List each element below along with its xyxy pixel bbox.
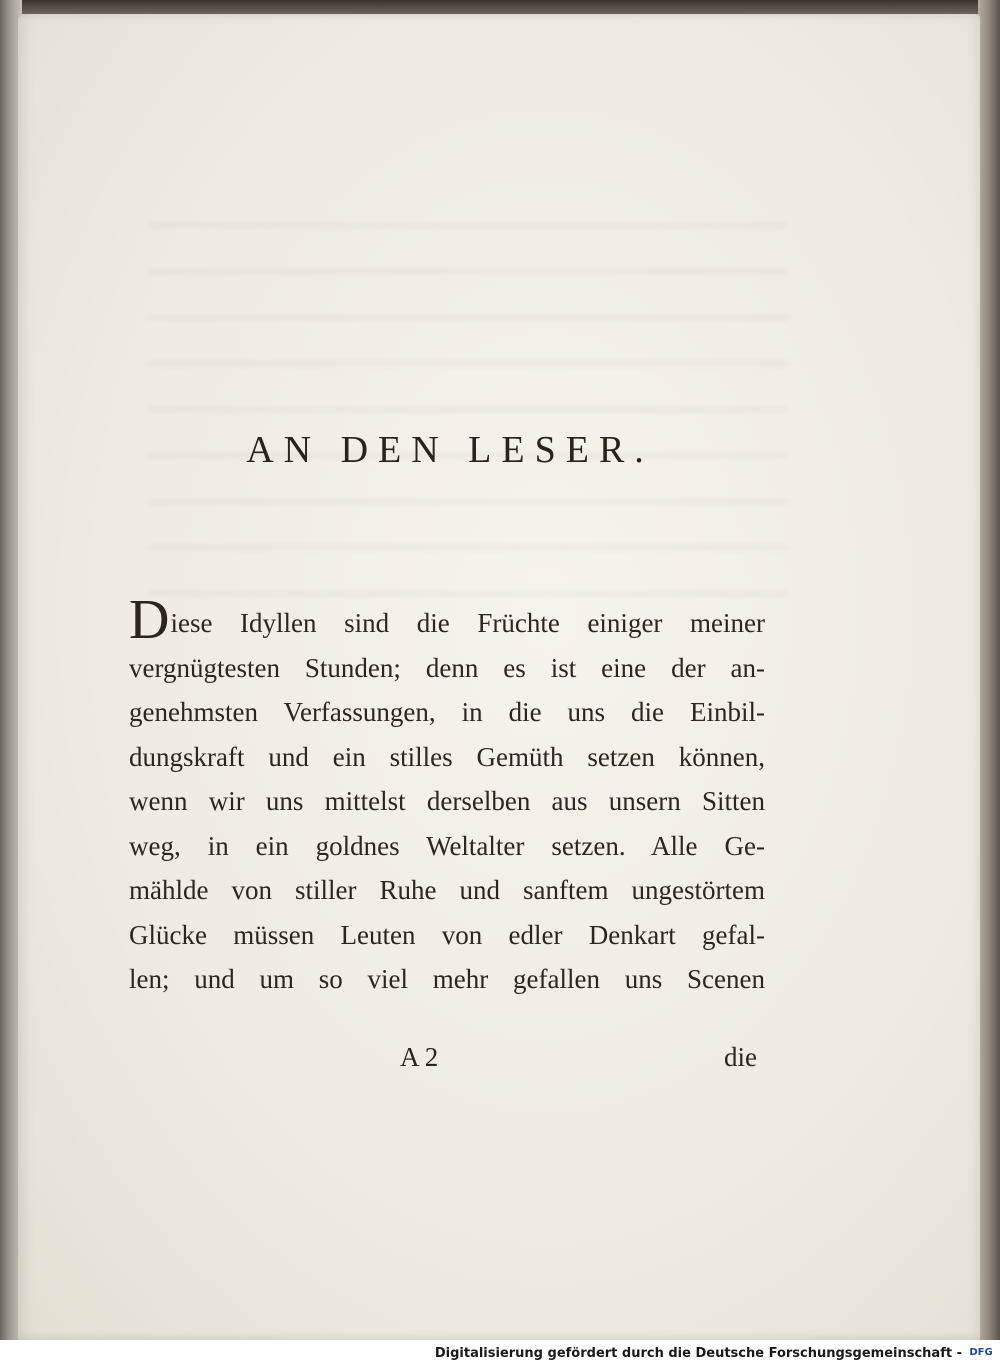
text-line-5: wenn wir uns mittelst derselben aus unsern Sitten [129, 786, 765, 816]
catchword: die [724, 1042, 757, 1072]
text-line-8: Glücke müssen Leuten von edler Denkart gefal- [129, 919, 765, 950]
show-through-texture [148, 194, 788, 634]
footer-bar [0, 1340, 1000, 1365]
signature-mark: A 2 [400, 1042, 439, 1072]
line-text: iese Idyllen sind die Früchte einiger meiner [170, 608, 765, 638]
text-line-2: vergnügtesten Stunden; denn es ist eine der an- [129, 652, 765, 683]
text-line-4: dungskraft und ein stilles Gemüth setzen können, [129, 741, 765, 772]
text-line-1 [129, 589, 765, 651]
dfg-logo: DFG [969, 1347, 993, 1358]
text-line-3: genehmsten Verfassungen, in die uns die Einbil- [129, 697, 765, 727]
drop-cap: D [129, 589, 170, 651]
text-line-6: weg, in ein goldnes Weltalter setzen. Alle Ge- [129, 830, 765, 861]
text-line-9: len; und um so viel mehr gefallen uns Scenen [129, 964, 765, 994]
page-heading: AN DEN LESER. [246, 429, 654, 471]
body-paragraph [129, 589, 765, 1002]
footer-credit: Digitalisierung gefördert durch die Deutsche Forschungsgemeinschaft - [434, 1346, 962, 1361]
text-line-7: mählde von stiller Ruhe und sanftem ungestörtem [129, 875, 765, 905]
book-right-edge [978, 0, 1000, 1340]
